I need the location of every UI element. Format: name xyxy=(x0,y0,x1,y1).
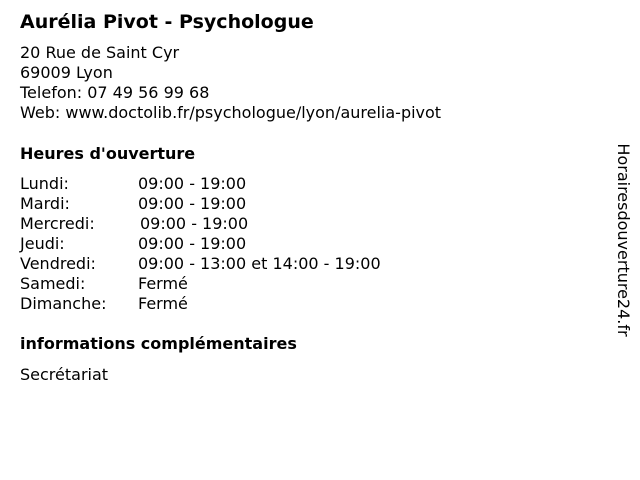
hours-value: Fermé xyxy=(138,294,188,313)
hours-value: 09:00 - 13:00 et 14:00 - 19:00 xyxy=(138,254,381,273)
day-label: Samedi: xyxy=(20,274,86,293)
day-label: Jeudi: xyxy=(20,234,65,253)
day-label: Dimanche: xyxy=(20,294,107,313)
additional-info-text: Secrétariat xyxy=(20,365,109,384)
phone-line: Telefon: 07 49 56 99 68 xyxy=(20,83,210,102)
hours-value: 09:00 - 19:00 xyxy=(138,174,247,193)
day-label: Vendredi: xyxy=(20,254,96,273)
website-line: Web: www.doctolib.fr/psychologue/lyon/aurelia-pivot xyxy=(20,103,442,122)
hours-value: Fermé xyxy=(138,274,188,293)
hours-value: 09:00 - 19:00 xyxy=(140,214,249,233)
address-street: 20 Rue de Saint Cyr xyxy=(20,43,180,62)
hours-value: 09:00 - 19:00 xyxy=(138,194,247,213)
address-city: 69009 Lyon xyxy=(20,63,113,82)
site-watermark: Horairesdouverture24.fr xyxy=(614,143,633,337)
additional-info-heading: informations complémentaires xyxy=(20,334,297,353)
day-label: Mardi: xyxy=(20,194,70,213)
day-label: Lundi: xyxy=(20,174,69,193)
day-label: Mercredi: xyxy=(20,214,95,233)
opening-hours-heading: Heures d'ouverture xyxy=(20,144,196,163)
business-title: Aurélia Pivot - Psychologue xyxy=(20,11,314,33)
hours-value: 09:00 - 19:00 xyxy=(138,234,247,253)
